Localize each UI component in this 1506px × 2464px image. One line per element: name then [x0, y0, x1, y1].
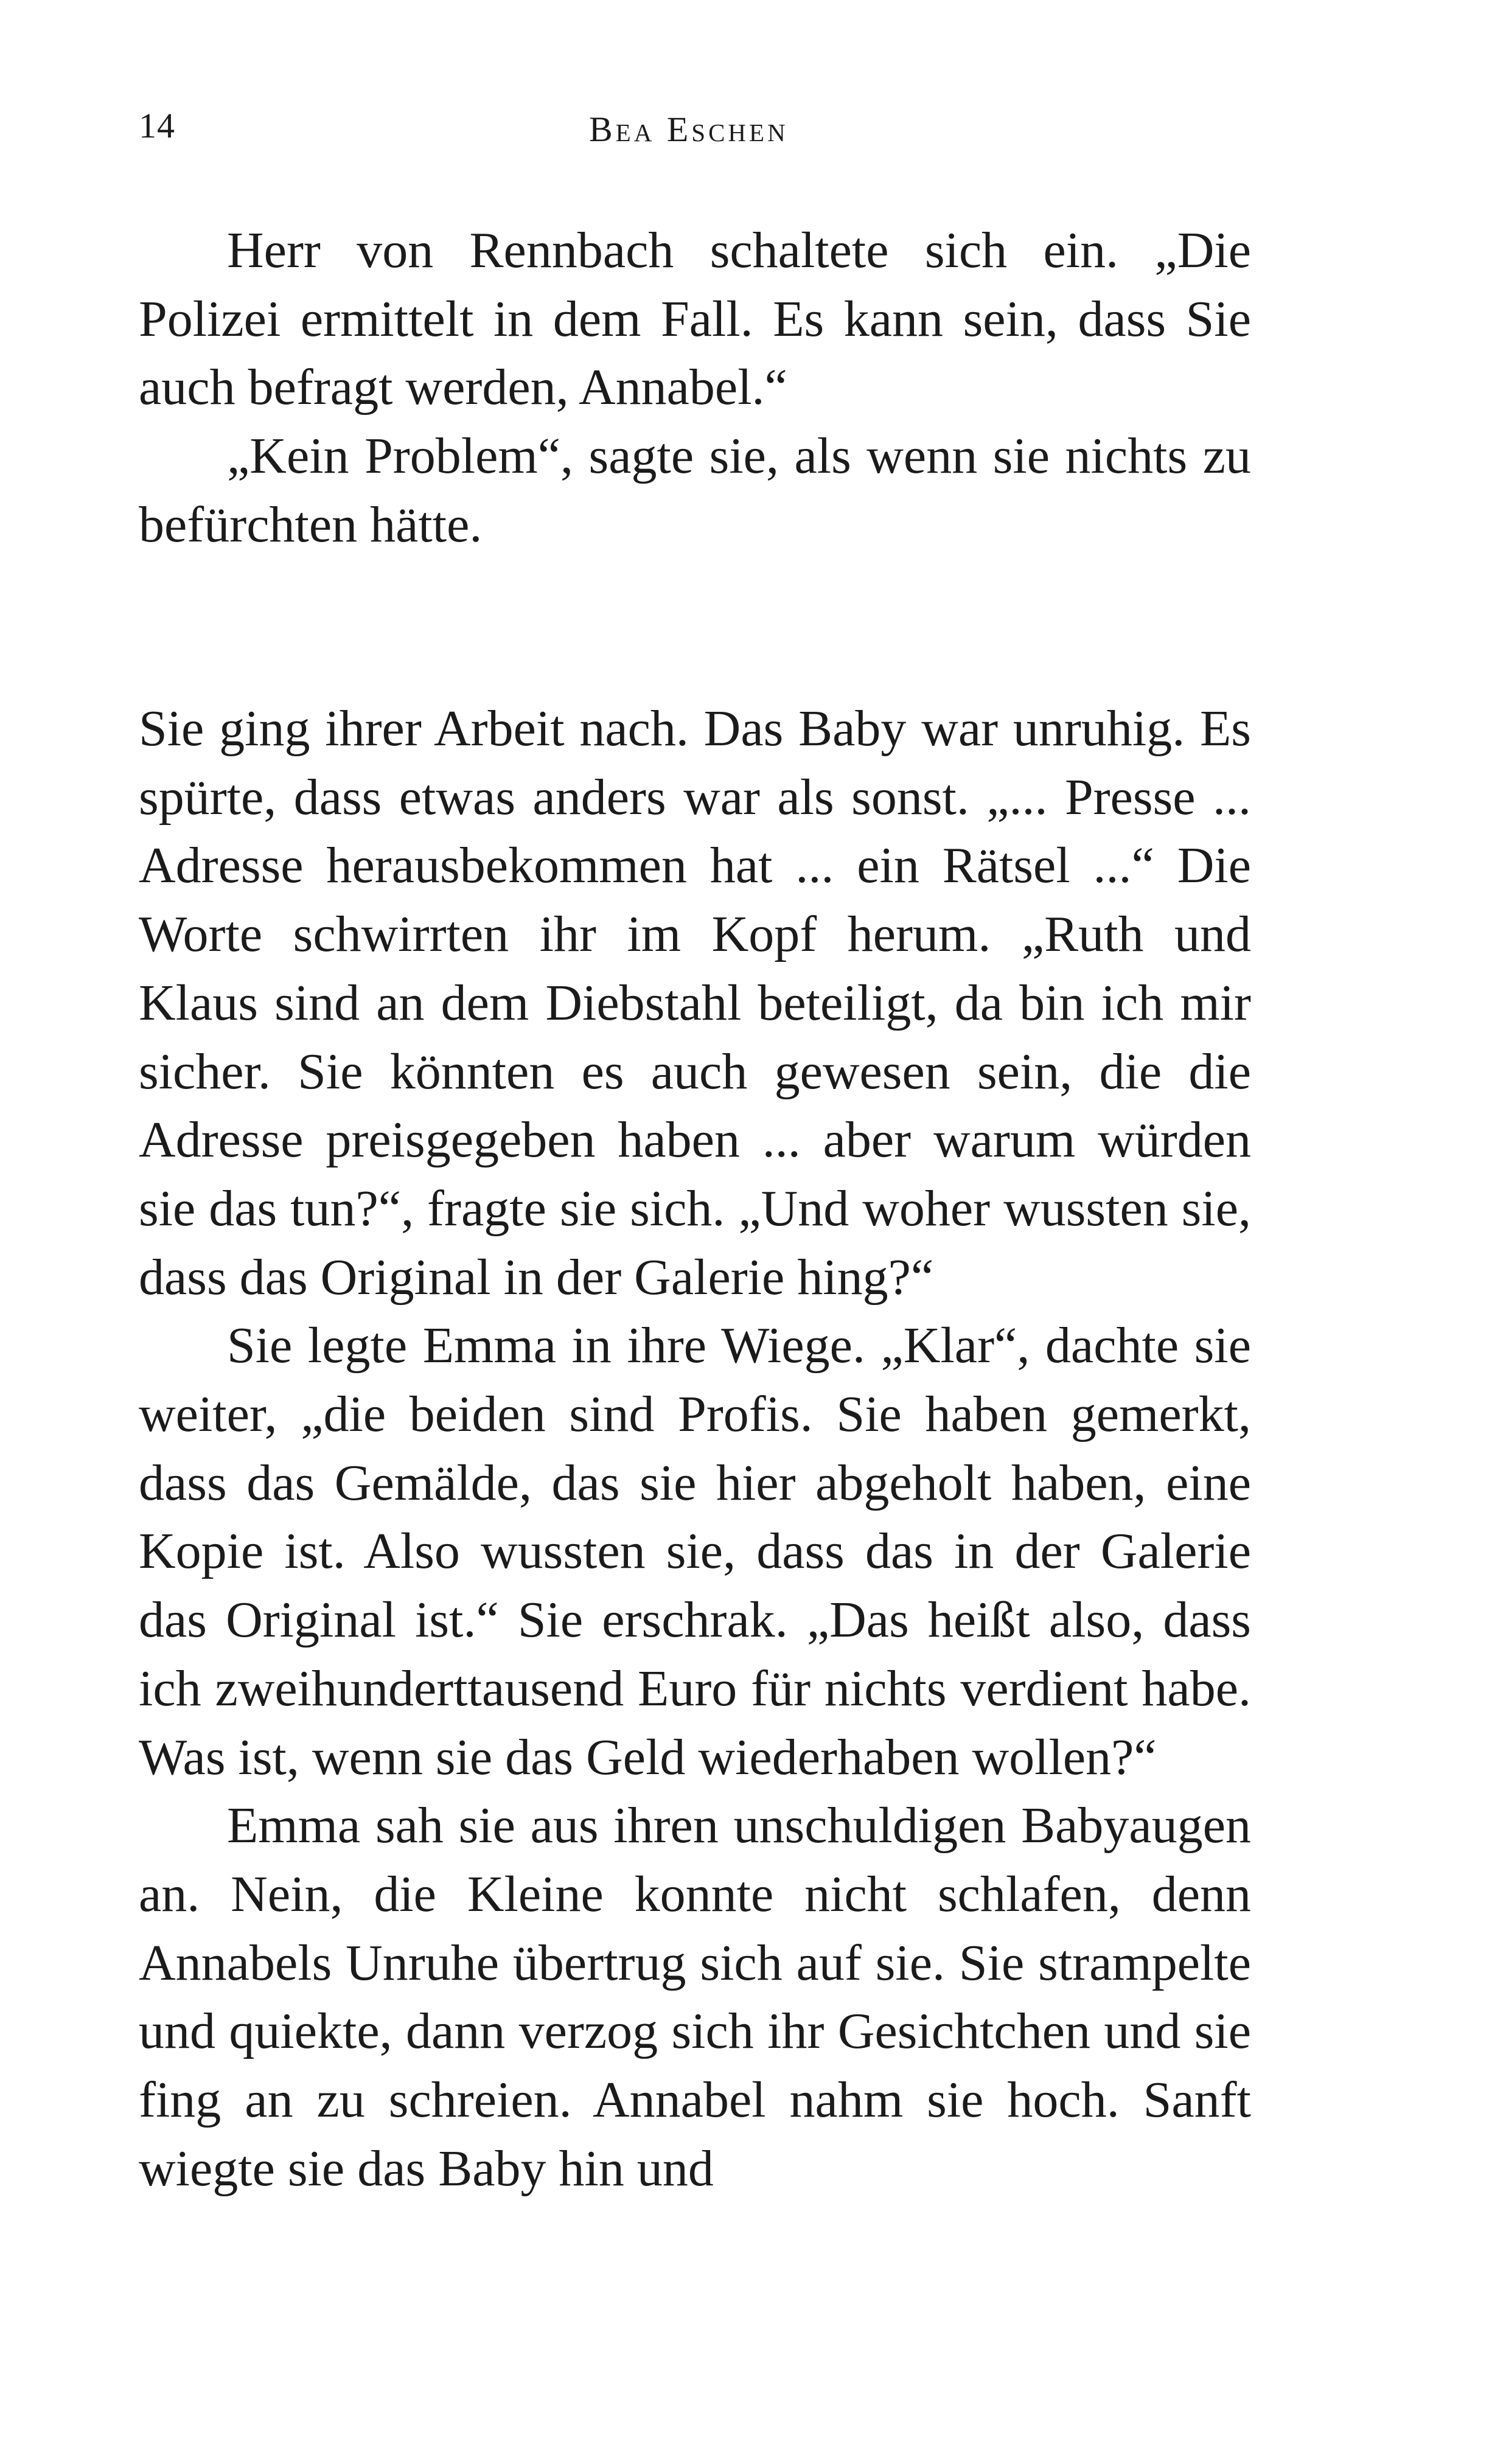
running-head: Bea Eschen — [589, 110, 789, 149]
paragraph: Herr von Rennbach schaltete sich ein. „Die Polizei ermittelt in dem Fall. Es kann sein, dass Sie auch befragt werden, Annabel.“ — [139, 222, 1251, 416]
paragraph: Emma sah sie aus ihren unschuldigen Babyaugen an. Nein, die Kleine konnte nicht schlafen, denn Annabels Unruhe übertrug sich auf sie. Sie strampelte und quiekte, dann verzog sich ihr Gesichtchen und sie fing an zu schreien. Annabel nahm sie hoch. Sanft wiegte sie das Baby hin und — [139, 1797, 1251, 2197]
paragraph: Sie ging ihrer Arbeit nach. Das Baby war unruhig. Es spürte, dass etwas anders war als sonst. „... Presse ... Adresse herausbekommen hat ... ein Rätsel ...“ Die Worte schwirrten ihr im Kopf herum. „Ruth und Klaus sind an dem Diebstahl beteiligt, da bin ich mir sicher. Sie könnten es auch gewesen sein, die die Adresse preisgegeben haben ... aber warum würden sie das tun?“, fragte sie sich. „Und woher wussten sie, dass das Original in der Galerie hing?“ — [139, 700, 1251, 1306]
text-section-2 — [139, 695, 1251, 2203]
paragraph: „Kein Problem“, sagte sie, als wenn sie nichts zu befürchten hätte. — [139, 428, 1251, 553]
paragraph: Sie legte Emma in ihre Wiege. „Klar“, dachte sie weiter, „die beiden sind Profis. Sie haben gemerkt, dass das Gemälde, das sie hier abgeholt haben, eine Kopie ist. Also wussten sie, dass das in der Galerie das Original ist.“ Sie erschrak. „Das heißt also, dass ich zweihunderttausend Euro für nichts verdient habe. Was ist, wenn sie das Geld wiederhaben wollen?“ — [139, 1317, 1251, 1786]
text-section-1 — [139, 217, 1251, 560]
page-number: 14 — [139, 106, 175, 145]
